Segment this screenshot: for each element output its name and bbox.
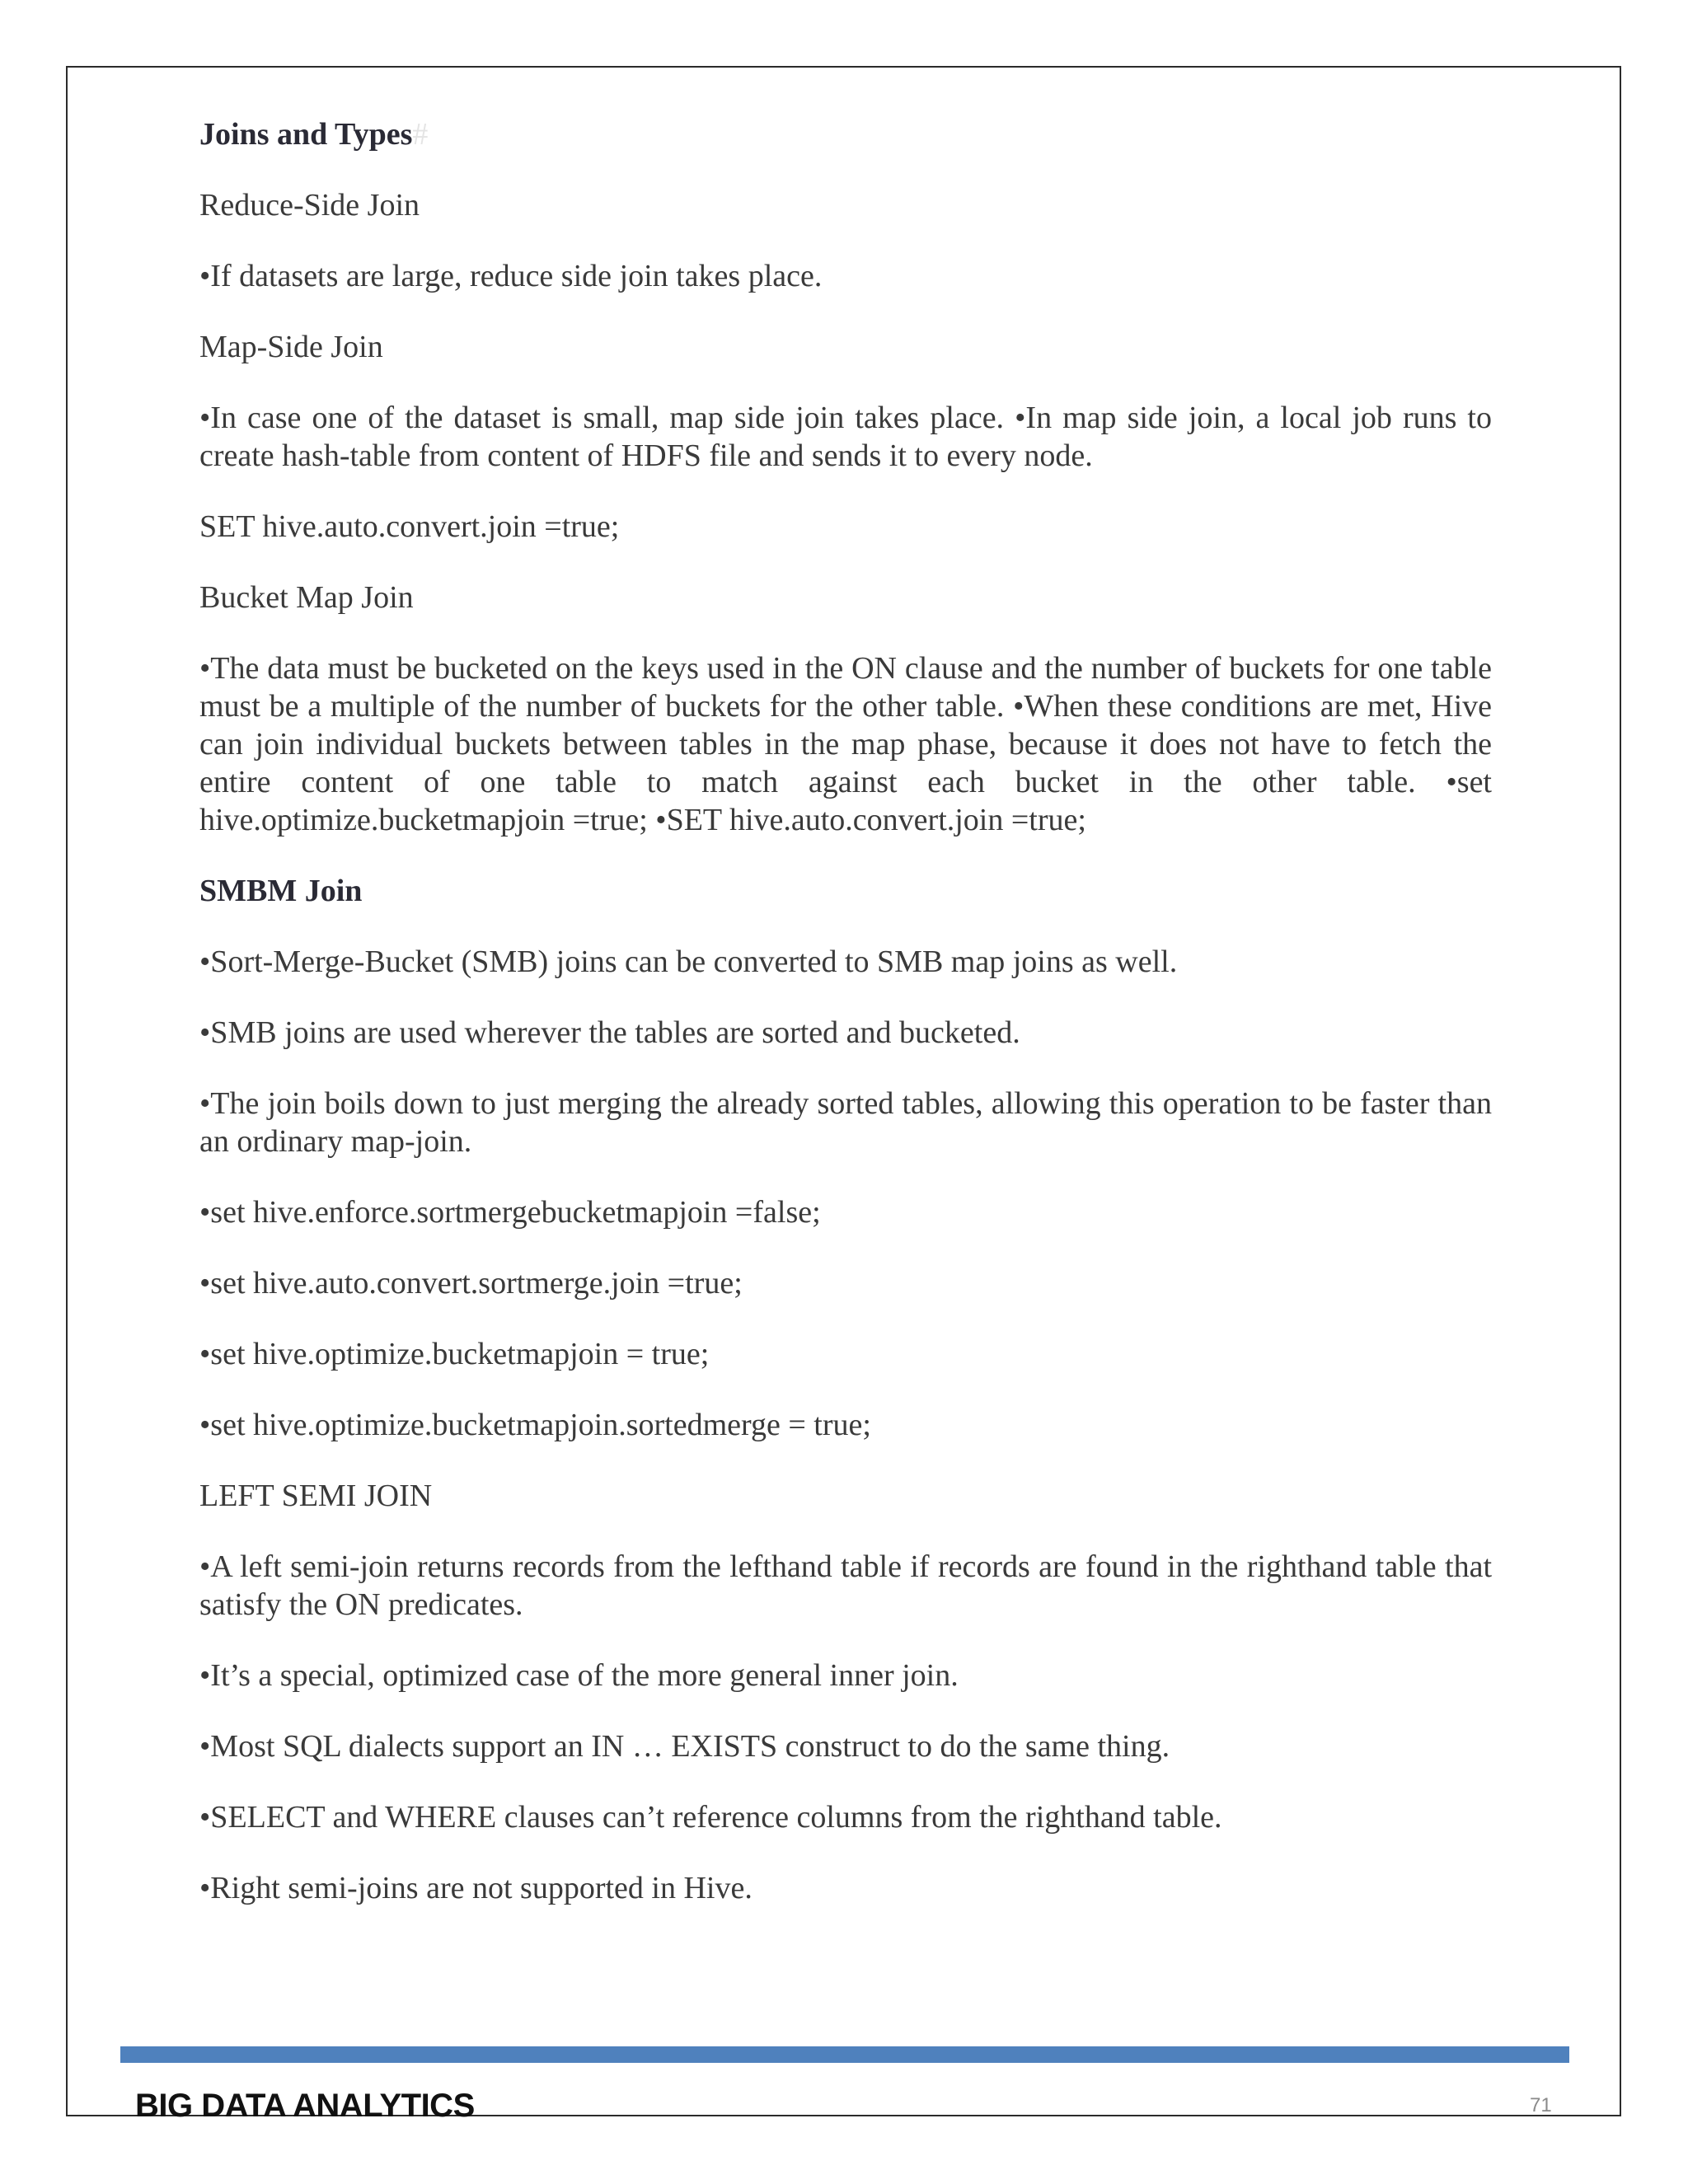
left-semi-point-5: •Right semi-joins are not supported in Hive. bbox=[199, 1871, 753, 1905]
heading-text: Joins and Types bbox=[199, 117, 413, 152]
subheading-reduce-side-join: Reduce-Side Join bbox=[199, 188, 420, 223]
smbm-point-2: •SMB joins are used wherever the tables are sorted and bucketed. bbox=[199, 1015, 1020, 1050]
smbm-point-5: •set hive.auto.convert.sortmerge.join =true; bbox=[199, 1266, 743, 1301]
paragraph-reduce-side: •If datasets are large, reduce side join takes place. bbox=[199, 259, 823, 293]
left-semi-point-2: •It’s a special, optimized case of the more general inner join. bbox=[199, 1658, 959, 1693]
footer-rule bbox=[120, 2046, 1569, 2063]
left-semi-point-4: •SELECT and WHERE clauses can’t reference columns from the righthand table. bbox=[199, 1800, 1222, 1835]
section-heading-joins bbox=[199, 115, 1492, 153]
smbm-point-3: •The join boils down to just merging the already sorted tables, allowing this operation to be faster than an ordinary map-join. bbox=[199, 1086, 1492, 1159]
subheading-map-side-join: Map-Side Join bbox=[199, 330, 383, 364]
subheading-bucket-map-join: Bucket Map Join bbox=[199, 580, 414, 615]
smbm-point-6: •set hive.optimize.bucketmapjoin = true; bbox=[199, 1337, 710, 1371]
setting-auto-convert-join: SET hive.auto.convert.join =true; bbox=[199, 509, 620, 544]
paragraph-map-side: •In case one of the dataset is small, map side join takes place. •In map side join, a local job runs to create hash-table from content of HDFS file and sends it to every node. bbox=[199, 401, 1492, 473]
left-semi-point-1: •A left semi-join returns records from the lefthand table if records are found in the righthand table that satisfy the ON predicates. bbox=[199, 1549, 1492, 1622]
heading-anchor-mark: # bbox=[412, 117, 429, 152]
smbm-point-1: •Sort-Merge-Bucket (SMB) joins can be converted to SMB map joins as well. bbox=[199, 944, 1178, 979]
left-semi-point-3: •Most SQL dialects support an IN … EXISTS construct to do the same thing. bbox=[199, 1729, 1170, 1764]
section-heading-smbm-join: SMBM Join bbox=[199, 874, 363, 908]
page-number: 71 bbox=[1530, 2094, 1552, 2116]
paragraph-bucket-map: •The data must be bucketed on the keys used in the ON clause and the number of buckets for one table must be a multiple of the number of buckets for the other table. •When these conditions are met, Hive can join individual buckets between tables in the map phase, because it does not have to fetch the entire content of one table to match against each bucket in the other table. •set hive.optimize.bucketmapjoin =true; •SET hive.auto.convert.join =true; bbox=[199, 651, 1492, 837]
footer-title: BIG DATA ANALYTICS bbox=[135, 2088, 475, 2124]
document-body bbox=[199, 115, 1492, 1940]
smbm-point-4: •set hive.enforce.sortmergebucketmapjoin =false; bbox=[199, 1195, 821, 1230]
smbm-point-7: •set hive.optimize.bucketmapjoin.sortedmerge = true; bbox=[199, 1408, 871, 1442]
subheading-left-semi-join: LEFT SEMI JOIN bbox=[199, 1479, 433, 1513]
